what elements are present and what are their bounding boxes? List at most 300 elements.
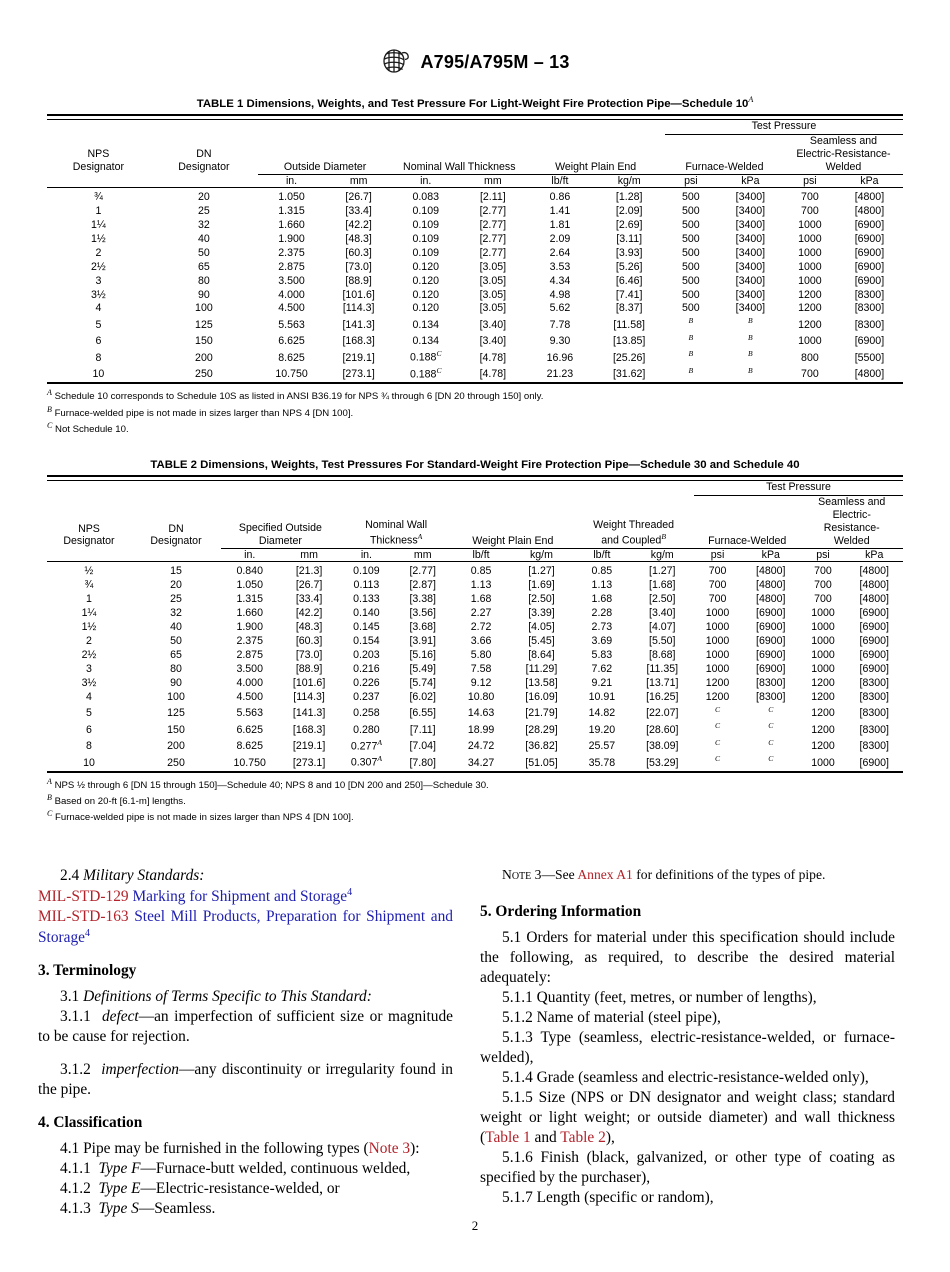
table-cell: 8	[95, 351, 102, 364]
table-cell: 3.69	[591, 634, 613, 647]
table-cell: [26.7]	[295, 578, 323, 591]
table-cell: [101.6]	[292, 676, 326, 689]
table-cell: 1000	[811, 634, 835, 647]
table-cell: [273.1]	[292, 756, 326, 769]
table-cell: [5.16]	[409, 648, 436, 661]
table-1-unit-3: mm	[325, 174, 392, 187]
table-cell: [8300]	[756, 676, 786, 689]
table-cell: [6900]	[854, 218, 885, 231]
table-cell: 0.134	[412, 335, 439, 348]
table-cell: [3400]	[735, 302, 766, 315]
table-cell: [6900]	[854, 232, 885, 245]
table-1-unit-6: lb/ft	[526, 174, 593, 187]
table-cell: [8300]	[859, 740, 889, 753]
table-cell: [6900]	[859, 662, 889, 675]
table-cell: C	[768, 721, 774, 731]
table-1-link[interactable]: Table 1	[485, 1128, 531, 1146]
table-cell: [48.3]	[295, 620, 323, 633]
table-cell: [4.05]	[528, 620, 555, 633]
table-cell: [60.3]	[345, 246, 372, 259]
table-cell: 50	[170, 634, 182, 647]
table-cell: 5.563	[278, 318, 305, 331]
table-2-col-dn: DN Designator	[150, 522, 202, 548]
table-cell: 0.109	[412, 204, 439, 217]
table-cell: [21.79]	[525, 707, 558, 720]
left-text-column	[38, 866, 453, 1219]
table-1-footnote-c: $^C$ Not Schedule 10.	[47, 421, 129, 436]
table-cell: 65	[170, 648, 182, 661]
table-cell: 1000	[798, 232, 822, 245]
table-2-group-header-row	[47, 496, 903, 549]
table-row	[47, 187, 903, 204]
table-cell: [6.02]	[409, 690, 436, 703]
table-cell: [2.77]	[479, 204, 507, 217]
document-header	[0, 48, 950, 76]
section-3-1-2: 3.1.2 imperfection—any discontinuity or irregularity found in the pipe.	[38, 1061, 453, 1099]
section-5-heading: 5. Ordering Information	[480, 902, 642, 920]
table-cell: 6	[86, 723, 92, 736]
table-cell: [8300]	[854, 288, 885, 301]
table-cell: [2.77]	[479, 246, 507, 259]
mil-std-129-ref: 4	[347, 887, 353, 899]
table-cell: [88.9]	[345, 274, 372, 287]
table-cell: 8	[86, 740, 92, 753]
table-cell: [8300]	[756, 690, 786, 703]
table-cell: 0.113	[353, 578, 380, 591]
table-cell: [31.62]	[612, 368, 646, 381]
table-1-body	[47, 187, 903, 382]
table-row	[47, 205, 903, 219]
table-cell: 1.315	[278, 204, 305, 217]
mil-std-163-title[interactable]: Steel Mill Products, Preparation for Shipment and Storage	[38, 908, 453, 947]
table-cell: 1.660	[236, 606, 263, 619]
table-cell: ¾	[84, 578, 94, 591]
table-cell: 1000	[798, 246, 822, 259]
table-1-col-outside-diameter: Outside Diameter	[283, 160, 367, 173]
table-cell: [8300]	[859, 707, 889, 720]
table-cell: [114.3]	[293, 690, 325, 703]
table-cell: 0.120	[412, 274, 439, 287]
table-cell: 4.98	[549, 288, 571, 301]
table-cell: 25	[170, 592, 182, 605]
table-2-unit-7: kg/m	[510, 548, 573, 561]
table-cell: 1000	[811, 648, 835, 661]
table-2-col-weight-plain-end: Weight Plain End	[472, 534, 554, 547]
table-cell: 4.500	[278, 302, 305, 315]
table-2-footnote-c: $^C$ Furnace-welded pipe is not made in sizes larger than NPS 4 [DN 100].	[47, 809, 354, 824]
paragraph-gap-1	[38, 1047, 453, 1060]
table-cell: 1000	[705, 634, 730, 647]
table-2-title: TABLE 2 Dimensions, Weights, Test Pressures For Standard-Weight Fire Protection Pipe—Schedule 30 and Schedule 40	[150, 459, 800, 471]
table-1-unit-0	[47, 174, 150, 187]
table-cell: 1¼	[81, 606, 97, 619]
table-cell: 0.140	[353, 606, 380, 619]
table-cell: [4800]	[859, 578, 889, 591]
table-2-block	[47, 458, 903, 825]
table-cell: 32	[170, 606, 182, 619]
table-cell: 700	[801, 204, 819, 217]
table-cell: 0.86	[526, 187, 593, 204]
table-2-col-weight-threaded-coupled: Weight Threaded and Coupled$^B$	[593, 519, 675, 547]
table-cell: 500	[682, 232, 700, 245]
table-2-col-specified-outside-diameter: Specified Outside Diameter	[238, 522, 322, 547]
table-cell: [88.9]	[295, 662, 323, 675]
table-cell: [219.1]	[292, 740, 326, 753]
mil-std-129-entry[interactable]	[38, 886, 453, 907]
note-3-link[interactable]: Note 3	[368, 1140, 411, 1158]
table-1-unit-9: kPa	[717, 174, 784, 187]
page-number: 2	[471, 1218, 479, 1233]
table-cell: 0.840	[221, 561, 278, 578]
table-cell: B	[748, 316, 753, 326]
annex-a1-link[interactable]: Annex A1	[577, 867, 633, 882]
table-cell: 2.375	[278, 246, 305, 259]
table-1-unit-7: kg/m	[593, 174, 664, 187]
table-2-footnotes	[47, 771, 903, 825]
table-cell: B	[688, 349, 694, 359]
table-cell: 6	[95, 335, 102, 348]
table-cell: 4.500	[236, 690, 263, 703]
table-cell: [6.46]	[615, 274, 643, 287]
table-cell: 5	[86, 707, 92, 720]
table-cell: 5.80	[470, 648, 492, 661]
table-cell: [42.2]	[345, 218, 372, 231]
table-cell: 19.20	[588, 723, 616, 736]
table-cell: 0.109	[412, 218, 439, 231]
table-cell: 125	[167, 707, 185, 720]
table-cell: 1.660	[278, 218, 305, 231]
table-cell: 1000	[705, 662, 730, 675]
table-cell: 24.72	[467, 740, 495, 753]
table-cell: 3	[86, 662, 92, 675]
table-cell: [7.80]	[409, 756, 436, 769]
table-1-unit-4: in.	[392, 174, 459, 187]
table-cell: [16.09]	[525, 690, 558, 703]
table-cell: [3.05]	[479, 288, 507, 301]
table-1-col-nps: NPS Designator	[72, 148, 125, 174]
table-cell: 9.21	[591, 676, 613, 689]
mil-std-163-entry[interactable]	[38, 907, 453, 948]
table-cell: B	[688, 316, 694, 326]
table-cell: 5.83	[591, 648, 613, 661]
table-cell: 1200	[811, 707, 835, 720]
table-cell: 200	[195, 351, 213, 364]
table-cell: 700	[814, 578, 832, 591]
table-cell: [38.09]	[646, 740, 679, 753]
mil-std-163-id[interactable]: MIL-STD-163	[38, 908, 129, 926]
table-row	[47, 607, 903, 621]
table-cell: 700	[801, 368, 819, 381]
table-cell: [22.07]	[646, 707, 679, 720]
table-cell: B	[688, 365, 694, 375]
table-1-block	[47, 95, 903, 437]
table-cell: 34.27	[467, 756, 495, 769]
table-cell: [5500]	[854, 351, 885, 364]
table-2-unit-4: in.	[340, 548, 393, 561]
table-cell: 1.13	[470, 578, 492, 591]
table-row	[47, 663, 903, 677]
table-cell: [11.35]	[646, 662, 679, 675]
table-cell: 0.307$^A$	[350, 754, 382, 769]
table-1-unit-2: in.	[258, 174, 325, 187]
section-5-1-6: 5.1.6 Finish (black, galvanized, or other type of coating as specified by the purchaser),	[480, 1148, 895, 1186]
table-cell: 1000	[705, 620, 730, 633]
table-cell: 0.188$^C$	[409, 349, 442, 364]
table-cell: 3	[95, 274, 102, 287]
table-cell: [2.87]	[409, 578, 436, 591]
table-2-spanner-test-pressure: Test Pressure	[766, 481, 831, 494]
table-cell: 10.91	[588, 690, 616, 703]
table-cell: 0.083	[392, 187, 459, 204]
table-cell: 0.188$^C$	[409, 365, 442, 381]
table-1-footnote-b: $^B$ Furnace-welded pipe is not made in sizes larger than NPS 4 [DN 100].	[47, 404, 354, 420]
table-cell: 1200	[798, 288, 822, 301]
table-cell: 4.000	[278, 288, 305, 301]
table-cell: 6.625	[236, 723, 263, 736]
table-cell: 1000	[705, 648, 730, 661]
table-cell: [2.69]	[615, 218, 643, 231]
table-cell: 1200	[705, 690, 730, 703]
table-cell: [8300]	[854, 318, 885, 331]
table-cell: [1.27]	[631, 561, 694, 578]
table-cell: 9.12	[470, 676, 492, 689]
table-2-unit-0	[47, 548, 131, 561]
table-cell: [3.40]	[479, 335, 507, 348]
table-cell: 1000	[811, 756, 835, 769]
table-cell: [2.11]	[459, 187, 526, 204]
table-cell: 2½	[91, 260, 106, 273]
table-1-col-seamless-erw: Seamless and Electric-Resistance- Welded	[784, 134, 903, 174]
table-cell: 2.73	[591, 620, 613, 633]
table-cell: 2.875	[236, 648, 263, 661]
mil-std-129-id[interactable]: MIL-STD-129	[38, 888, 129, 906]
table-cell: C	[768, 754, 774, 764]
table-cell: 10.80	[467, 690, 495, 703]
table-cell: 5.563	[236, 707, 263, 720]
table-cell: 2.28	[591, 606, 613, 619]
table-cell: 1000	[705, 606, 730, 619]
table-1	[47, 120, 903, 382]
table-cell: ¾	[47, 187, 150, 204]
table-cell: [114.3]	[342, 302, 375, 315]
table-1-unit-10: psi	[784, 174, 836, 187]
table-cell: 700	[784, 187, 836, 204]
table-cell: [5.74]	[409, 676, 436, 689]
table-cell: 0.145	[353, 620, 380, 633]
table-cell: 1200	[705, 676, 730, 689]
table-1-unit-8: psi	[665, 174, 717, 187]
table-row	[47, 705, 903, 722]
table-cell: 8.625	[236, 740, 263, 753]
table-cell: 500	[682, 302, 700, 315]
table-cell: 80	[170, 662, 182, 675]
table-row	[47, 349, 903, 366]
table-cell: 1200	[798, 318, 822, 331]
table-cell: [16.25]	[646, 690, 679, 703]
table-2-unit-8: lb/ft	[573, 548, 630, 561]
table-row	[47, 333, 903, 350]
table-cell: 21.23	[546, 368, 574, 381]
table-1-col-dn: DN Designator	[178, 148, 230, 174]
table-cell: [8300]	[859, 676, 889, 689]
table-cell: [6900]	[859, 620, 889, 633]
table-cell: 1¼	[91, 218, 106, 231]
section-4-1-2: 4.1.2 Type E—Electric-resistance-welded, or	[60, 1180, 340, 1198]
table-cell: [3.93]	[615, 246, 643, 259]
table-cell: 2½	[81, 648, 97, 661]
table-row	[47, 561, 903, 578]
section-5-1-2: 5.1.2 Name of material (steel pipe),	[502, 1008, 721, 1026]
table-cell: 700	[708, 592, 727, 605]
table-cell: 1.050	[236, 578, 263, 591]
table-2-spanner-row	[47, 481, 903, 495]
table-cell: 500	[665, 187, 717, 204]
table-cell: 2.875	[278, 260, 305, 273]
table-cell: 500	[682, 260, 700, 273]
table-cell: 1	[95, 204, 102, 217]
table-cell: [3400]	[735, 218, 766, 231]
table-cell: [8300]	[859, 723, 889, 736]
table-cell: 7.58	[470, 662, 492, 675]
table-row	[47, 316, 903, 333]
table-cell: [273.1]	[342, 368, 375, 381]
table-cell: [28.60]	[646, 723, 679, 736]
table-cell: [8.68]	[649, 648, 676, 661]
table-cell: 10	[92, 368, 105, 381]
table-cell: [3.38]	[409, 592, 436, 605]
table-cell: C	[768, 737, 774, 747]
table-cell: 4.000	[236, 676, 263, 689]
table-cell: [3400]	[735, 246, 766, 259]
table-2-col-nps: NPS Designator	[63, 522, 115, 548]
right-text-column	[480, 866, 895, 1208]
table-cell: [1.69]	[528, 578, 555, 591]
table-cell: 500	[682, 274, 700, 287]
table-row	[47, 275, 903, 289]
table-cell: [3.05]	[479, 260, 507, 273]
table-row	[47, 649, 903, 663]
table-2-unit-2: in.	[221, 548, 278, 561]
table-cell: [4800]	[741, 561, 800, 578]
table-cell: [3.39]	[528, 606, 555, 619]
table-cell: [8.37]	[615, 302, 643, 315]
table-cell: 1	[86, 592, 92, 605]
section-5-1-5: 5.1.5 Size (NPS or DN designator and weight class; standard weight or light weight; or outside diameter) and wall thickness (Table 1 and Table 2),	[480, 1088, 895, 1146]
table-row	[47, 721, 903, 738]
table-cell: 5.62	[549, 302, 571, 315]
table-cell: 2.27	[470, 606, 492, 619]
table-cell: 0.85	[452, 561, 509, 578]
table-cell: 5	[95, 318, 102, 331]
table-cell: 1000	[798, 218, 822, 231]
table-cell: [6900]	[854, 335, 885, 348]
table-1-unit-11: kPa	[836, 174, 903, 187]
table-cell: [11.58]	[613, 318, 645, 331]
table-cell: 1200	[811, 723, 835, 736]
table-cell: 20	[150, 187, 258, 204]
table-cell: 7.78	[549, 318, 571, 331]
table-cell: [3400]	[735, 232, 766, 245]
section-2-4-heading: 2.4 Military Standards:	[60, 867, 205, 884]
table-cell: 90	[170, 676, 182, 689]
table-cell: 0.280	[353, 723, 380, 736]
table-cell: C	[715, 754, 721, 764]
table-cell: 1000	[798, 274, 822, 287]
table-row	[47, 593, 903, 607]
table-cell: [48.3]	[345, 232, 372, 245]
table-cell: 1000	[811, 662, 835, 675]
table-2-unit-3: mm	[278, 548, 339, 561]
table-cell: 1000	[811, 620, 835, 633]
section-5-1: 5.1 Orders for material under this specification should include the following, as required, to describe the desired material adequately:	[480, 928, 895, 986]
table-row	[47, 635, 903, 649]
table-cell: 90	[198, 288, 210, 301]
section-5-1-1: 5.1.1 Quantity (feet, metres, or number of lengths),	[502, 988, 817, 1006]
table-cell: [3.05]	[479, 302, 507, 315]
table-cell: B	[748, 332, 753, 342]
table-cell: [6900]	[859, 606, 889, 619]
table-cell: [2.77]	[479, 232, 507, 245]
table-cell: [6900]	[854, 246, 885, 259]
table-cell: 0.277$^A$	[350, 737, 382, 753]
table-cell: [1.27]	[510, 561, 573, 578]
table-row	[47, 621, 903, 635]
table-cell: 0.109	[340, 561, 393, 578]
table-2	[47, 481, 903, 770]
table-cell: [1.68]	[649, 578, 676, 591]
table-cell: [28.29]	[525, 723, 558, 736]
table-1-footnotes	[47, 382, 903, 436]
table-cell: 2	[95, 246, 102, 259]
table-cell: 10.750	[275, 368, 308, 381]
table-cell: [3.56]	[409, 606, 436, 619]
table-2-unit-13: kPa	[846, 548, 903, 561]
table-2-col-seamless-erw: Seamless and Electric- Resistance- Welded	[800, 496, 903, 549]
table-cell: 700	[708, 578, 727, 591]
table-1-title	[47, 95, 903, 111]
table-2-link[interactable]: Table 2	[560, 1128, 606, 1146]
table-cell: 0.216	[353, 662, 380, 675]
table-cell: 1½	[81, 620, 97, 633]
table-cell: [4800]	[756, 592, 786, 605]
table-1-unit-1	[150, 174, 258, 187]
table-cell: [6900]	[854, 274, 885, 287]
table-cell: [6900]	[859, 634, 889, 647]
astm-logo-icon	[380, 48, 410, 76]
table-cell: [3400]	[717, 187, 784, 204]
table-1-title-text: TABLE 1 Dimensions, Weights, and Test Pressure For Light-Weight Fire Protection Pipe—Schedule 10	[196, 97, 749, 110]
table-cell: [6900]	[756, 620, 786, 633]
table-cell: [5.50]	[649, 634, 676, 647]
table-cell: [6900]	[859, 756, 889, 769]
table-cell: [2.50]	[649, 592, 676, 605]
table-cell: [168.3]	[292, 723, 326, 736]
table-2-unit-1	[131, 548, 221, 561]
table-cell: [6.55]	[409, 707, 436, 720]
table-cell: [2.77]	[479, 218, 507, 231]
table-row	[47, 738, 903, 755]
table-cell: 0.237	[353, 690, 380, 703]
table-cell: [219.1]	[342, 351, 375, 364]
table-cell: 1200	[798, 302, 822, 315]
table-cell: 2.09	[549, 232, 571, 245]
table-cell: [5.45]	[528, 634, 555, 647]
table-cell: [33.4]	[345, 204, 372, 217]
table-cell: 500	[682, 288, 700, 301]
mil-std-129-title[interactable]: Marking for Shipment and Storage	[132, 888, 348, 906]
section-3-1: 3.1 Definitions of Terms Specific to This Standard:	[60, 988, 372, 1006]
table-cell: 4	[86, 690, 92, 703]
